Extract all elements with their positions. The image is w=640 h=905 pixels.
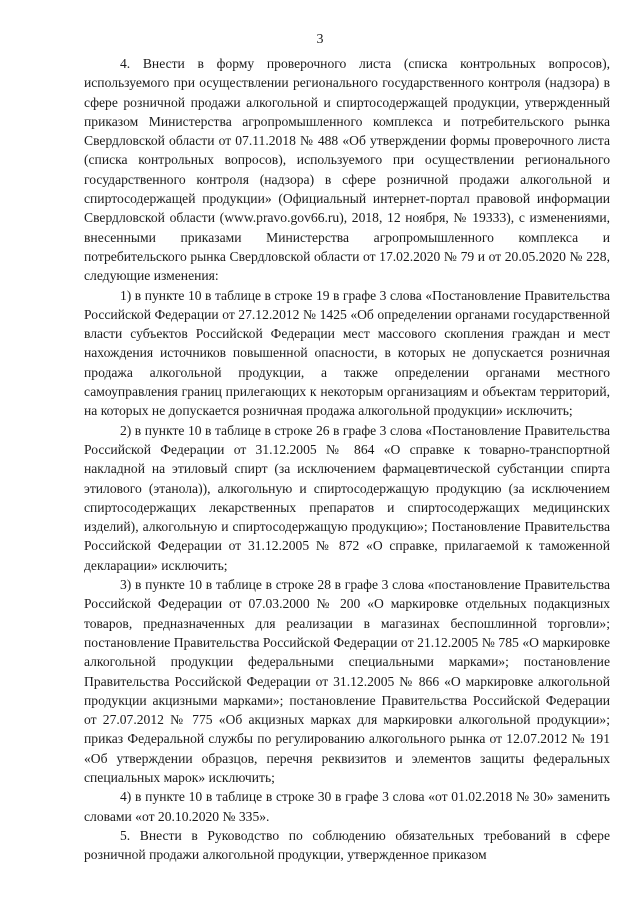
- paragraph-item-5: 5. Внести в Руководство по соблюдению обязательных требований в сфере розничной продажи алкогольной продукции, утвержденное приказом: [84, 827, 610, 863]
- paragraph-subitem-3: 3) в пункте 10 в таблице в строке 28 в графе 3 слова «постановление Правительства Российской Федерации от 07.03.2000 № 200 «О маркировке отдельных подакцизных товаров, предназначенных для реализации в магазинах беспошлинной торговли»; постановление Правительства Российской Федерации от 21.12.2005 № 785 «О маркировке алкогольной продукции федеральными специальными марками»; постановление Правительства Российской Федерации от 31.12.2005 № 866 «О маркировке алкогольной продукции акцизными марками»; постановление Правительства Российской Федерации от 27.07.2012 № 775 «Об акцизных марках для маркировки алкогольной продукции»; приказ Федеральной службы по регулированию алкогольного рынка от 12.07.2012 № 191 «Об утверждении образцов, перечня реквизитов и элементов защиты федеральных специальных марок» исключить;: [84, 577, 610, 785]
- paragraph-item-4: 4. Внести в форму проверочного листа (списка контрольных вопросов), используемого при осуществлении регионального государственного контроля (надзора) в сфере розничной продажи алкогольной и спиртосодержащей продукции, утвержденный приказом Министерства агропромышленного комплекса и потребительского рынка Свердловской области от 07.11.2018 № 488 «Об утверждении формы проверочного листа (списка контрольных вопросов), используемого при осуществлении регионального государственного контроля (надзора) в сфере розничной продажи алкогольной и спиртосодержащей продукции» (Официальный интернет-портал правовой информации Свердловской области (www.pravo.gov66.ru), 2018, 12 ноября, № 19333), с изменениями, внесенными приказами Министерства агропромышленного комплекса и потребительского рынка Свердловской области от 17.02.2020 № 79 и от 20.05.2020 № 228, следующие изменения:: [84, 56, 610, 284]
- page-number: 3: [316, 32, 324, 47]
- document-body: [84, 54, 610, 864]
- paragraph-subitem-1: 1) в пункте 10 в таблице в строке 19 в графе 3 слова «Постановление Правительства Российской Федерации от 27.12.2012 № 1425 «Об определении органами государственной власти субъектов Российской Федерации мест массового скопления граждан и мест нахождения источников повышенной опасности, в которых не допускается розничная продажа алкогольной продукции, а также определении органами местного самоуправления границ прилегающих к некоторым организациям и объектам территорий, на которых не допускается розничная продажа алкогольной продукции» исключить;: [84, 287, 610, 419]
- paragraph-subitem-4: 4) в пункте 10 в таблице в строке 30 в графе 3 слова «от 01.02.2018 № 30» заменить словами «от 20.10.2020 № 335».: [84, 789, 610, 824]
- paragraph-subitem-2: 2) в пункте 10 в таблице в строке 26 в графе 3 слова «Постановление Правительства Российской Федерации от 31.12.2005 № 864 «О справке к товарно-транспортной накладной на этиловый спирт (за исключением фармацевтической субстанции спирта этилового (этанола)), алкогольную и спиртосодержащую продукцию (за исключением спиртосодержащих лекарственных препаратов и спиртосодержащих медицинских изделий), алкогольную и спиртосодержащую продукцию»; Постановление Правительства Российской Федерации от 31.12.2005 № 872 «О справке, прилагаемой к таможенной декларации» исключить;: [84, 422, 610, 573]
